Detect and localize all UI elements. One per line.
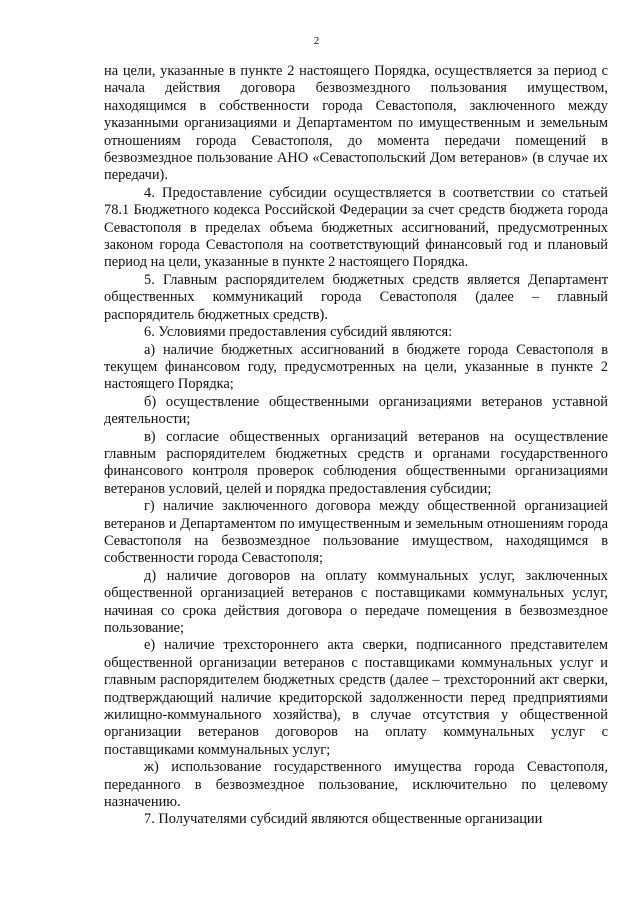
paragraph-continuation: на цели, указанные в пункте 2 настоящего Порядка, осуществляется за период с начала действия договора безвозмездного пользования имуществом, находящимся в собственности города Севастополя, заключенного между указанными организациями и Департаментом по имущественным и земельным отношениям города Севастополя, до момента передачи помещений в безвозмездное пользование АНО «Севастопольский Дом ветеранов» (в случае их передачи). — [104, 63, 608, 184]
paragraph-subitem-a: а) наличие бюджетных ассигнований в бюджете города Севастополя в текущем финансовом году, предусмотренных на цели, указанные в пункте 2 настоящего Порядка; — [104, 341, 608, 393]
paragraph-item-7: 7. Получателями субсидий являются общественные организации — [144, 811, 543, 828]
paragraph-item-4: 4. Предоставление субсидии осуществляется в соответствии со статьей 78.1 Бюджетного кодекса Российской Федерации за счет средств бюджета города Севастополя в пределах объема бюджетных ассигнований, предусмотренных законом города Севастополя на соответствующий финансовый год и плановый период на цели, указанные в пункте 2 настоящего Порядка. — [104, 184, 608, 271]
paragraph-subitem-e: е) наличие трехстороннего акта сверки, подписанного представителем общественной организации ветеранов с поставщиками коммунальных услуг и главным распорядителем бюджетных средств (далее – трехсторонний акт сверки, подтверждающий наличие кредиторской задолженности перед предприятиями жилищно-коммунального хозяйства), в случае отсутствия у общественной организации ветеранов договоров на оплату коммунальных услуг с поставщиками коммунальных услуг; — [104, 637, 608, 758]
paragraph-subitem-zh: ж) использование государственного имущества города Севастополя, переданного в безвозмездное пользование, исключительно по целевому назначению. — [104, 759, 608, 811]
paragraph-subitem-v: в) согласие общественных организаций ветеранов на осуществление главным распорядителем бюджетных средств и органами государственного финансового контроля проверок соблюдения общественными организациями ветеранов условий, целей и порядка предоставления субсидии; — [104, 428, 608, 497]
paragraph-item-6: 6. Условиями предоставления субсидий являются: — [144, 324, 453, 341]
paragraph-subitem-b: б) осуществление общественными организациями ветеранов уставной деятельности; — [104, 393, 608, 428]
paragraph-item-5: 5. Главным распорядителем бюджетных средств является Департамент общественных коммуникаций города Севастополя (далее – главный распорядитель бюджетных средств). — [104, 271, 608, 323]
document-body — [104, 63, 608, 829]
paragraph-subitem-g: г) наличие заключенного договора между общественной организацией ветеранов и Департаментом по имущественным и земельным отношениям города Севастополя на безвозмездное пользование имуществом, находящимся в собственности города Севастополя; — [104, 498, 608, 567]
page-number: 2 — [313, 35, 320, 47]
paragraph-subitem-d: д) наличие договоров на оплату коммунальных услуг, заключенных общественной организацией ветеранов с поставщиками коммунальных услуг, начиная со срока действия договора о передаче помещения в безвозмездное пользование; — [104, 567, 608, 636]
